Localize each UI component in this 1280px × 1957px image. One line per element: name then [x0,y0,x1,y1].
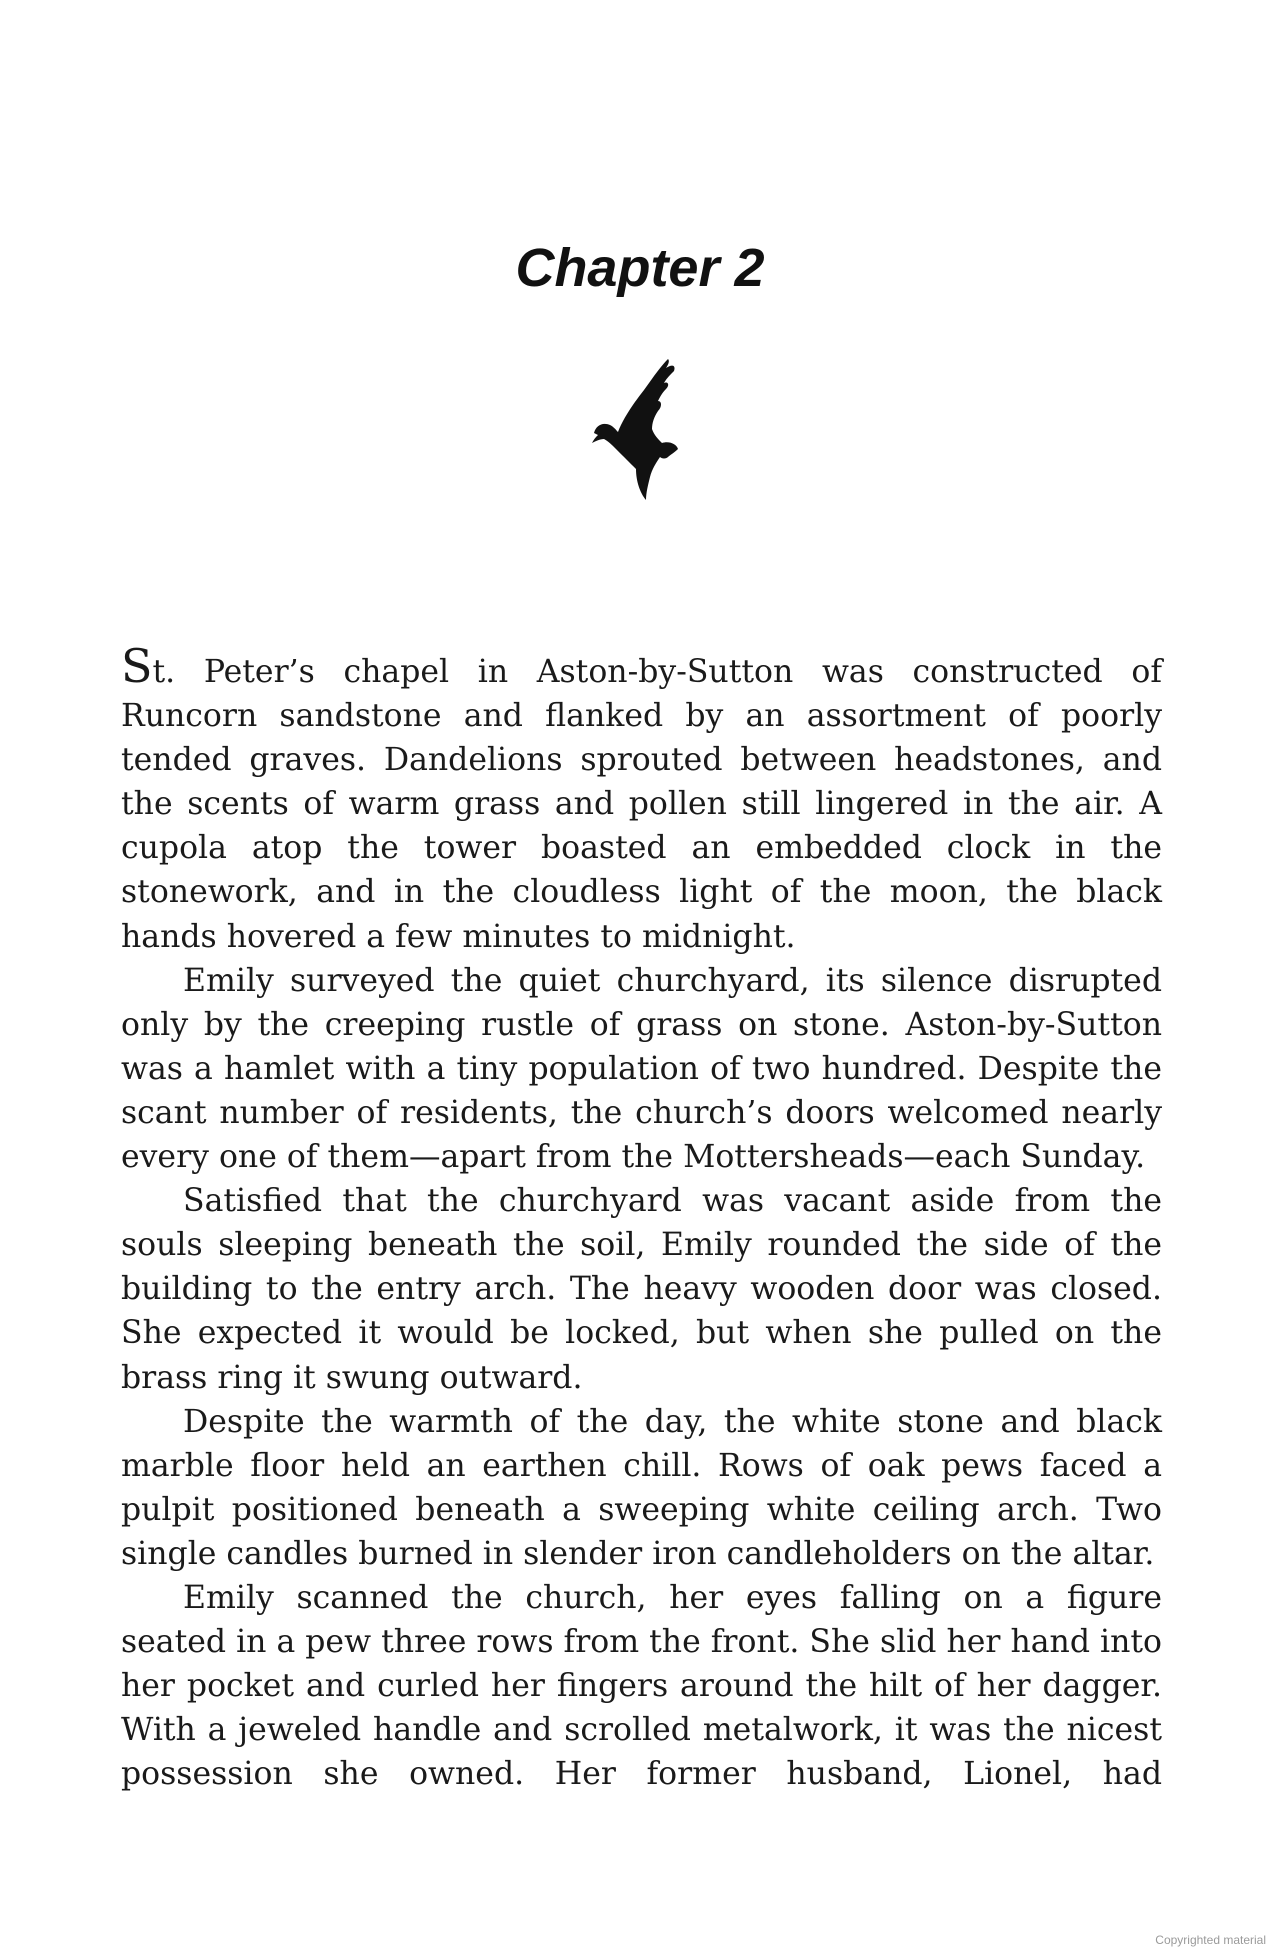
chapter-body [121,639,1162,1796]
paragraph-5: Emily scanned the church, her eyes falling on a figure seated in a pew three rows from the front. She slid her hand into her pocket and curled her fingers around the hilt of her dagger. With a jeweled handle and scrolled metalwork, it was the nicest possession she owned. Her former husband, Lionel, had [121,1579,1162,1793]
paragraph-1 [121,639,1162,959]
chapter-title: Chapter 2 [515,238,765,298]
paragraph-4: Despite the warmth of the day, the white stone and black marble floor held an earthen chill. Rows of oak pews faced a pulpit positioned beneath a sweeping white ceiling arch. Two single candles burned in slender iron candleholders on the altar. [121,1403,1162,1572]
copyright-watermark: Copyrighted material [1155,1933,1266,1947]
paragraph-2: Emily surveyed the quiet churchyard, its silence disrupted only by the creeping rustle of grass on stone. Aston-by-Sutton was a hamlet with a tiny population of two hundred. Despite the scant number of residents, the church’s doors welcomed nearly every one of them—apart from the Mottersheads—each Sunday. [121,962,1162,1176]
paragraph-3: Satisfied that the churchyard was vacant aside from the souls sleeping beneath the soil, Emily rounded the side of the building to the entry arch. The heavy wooden door was closed. She expected it would be locked, but when she pulled on the brass ring it swung outward. [121,1183,1162,1396]
drop-cap: S [121,639,153,693]
dove-icon [590,355,694,505]
paragraph-1-text: t. Peter’s chapel in Aston-by-Sutton was constructed of Runcorn sandstone and flanked by an assortment of poorly tended graves. Dandelions sprouted between headstones, and the scents of warm grass and pollen still lingered in the air. A cupola atop the tower boasted an embedded clock in the stonework, and in the cloudless light of the moon, the black hands hovered a few minutes to midnight. [121,654,1162,955]
